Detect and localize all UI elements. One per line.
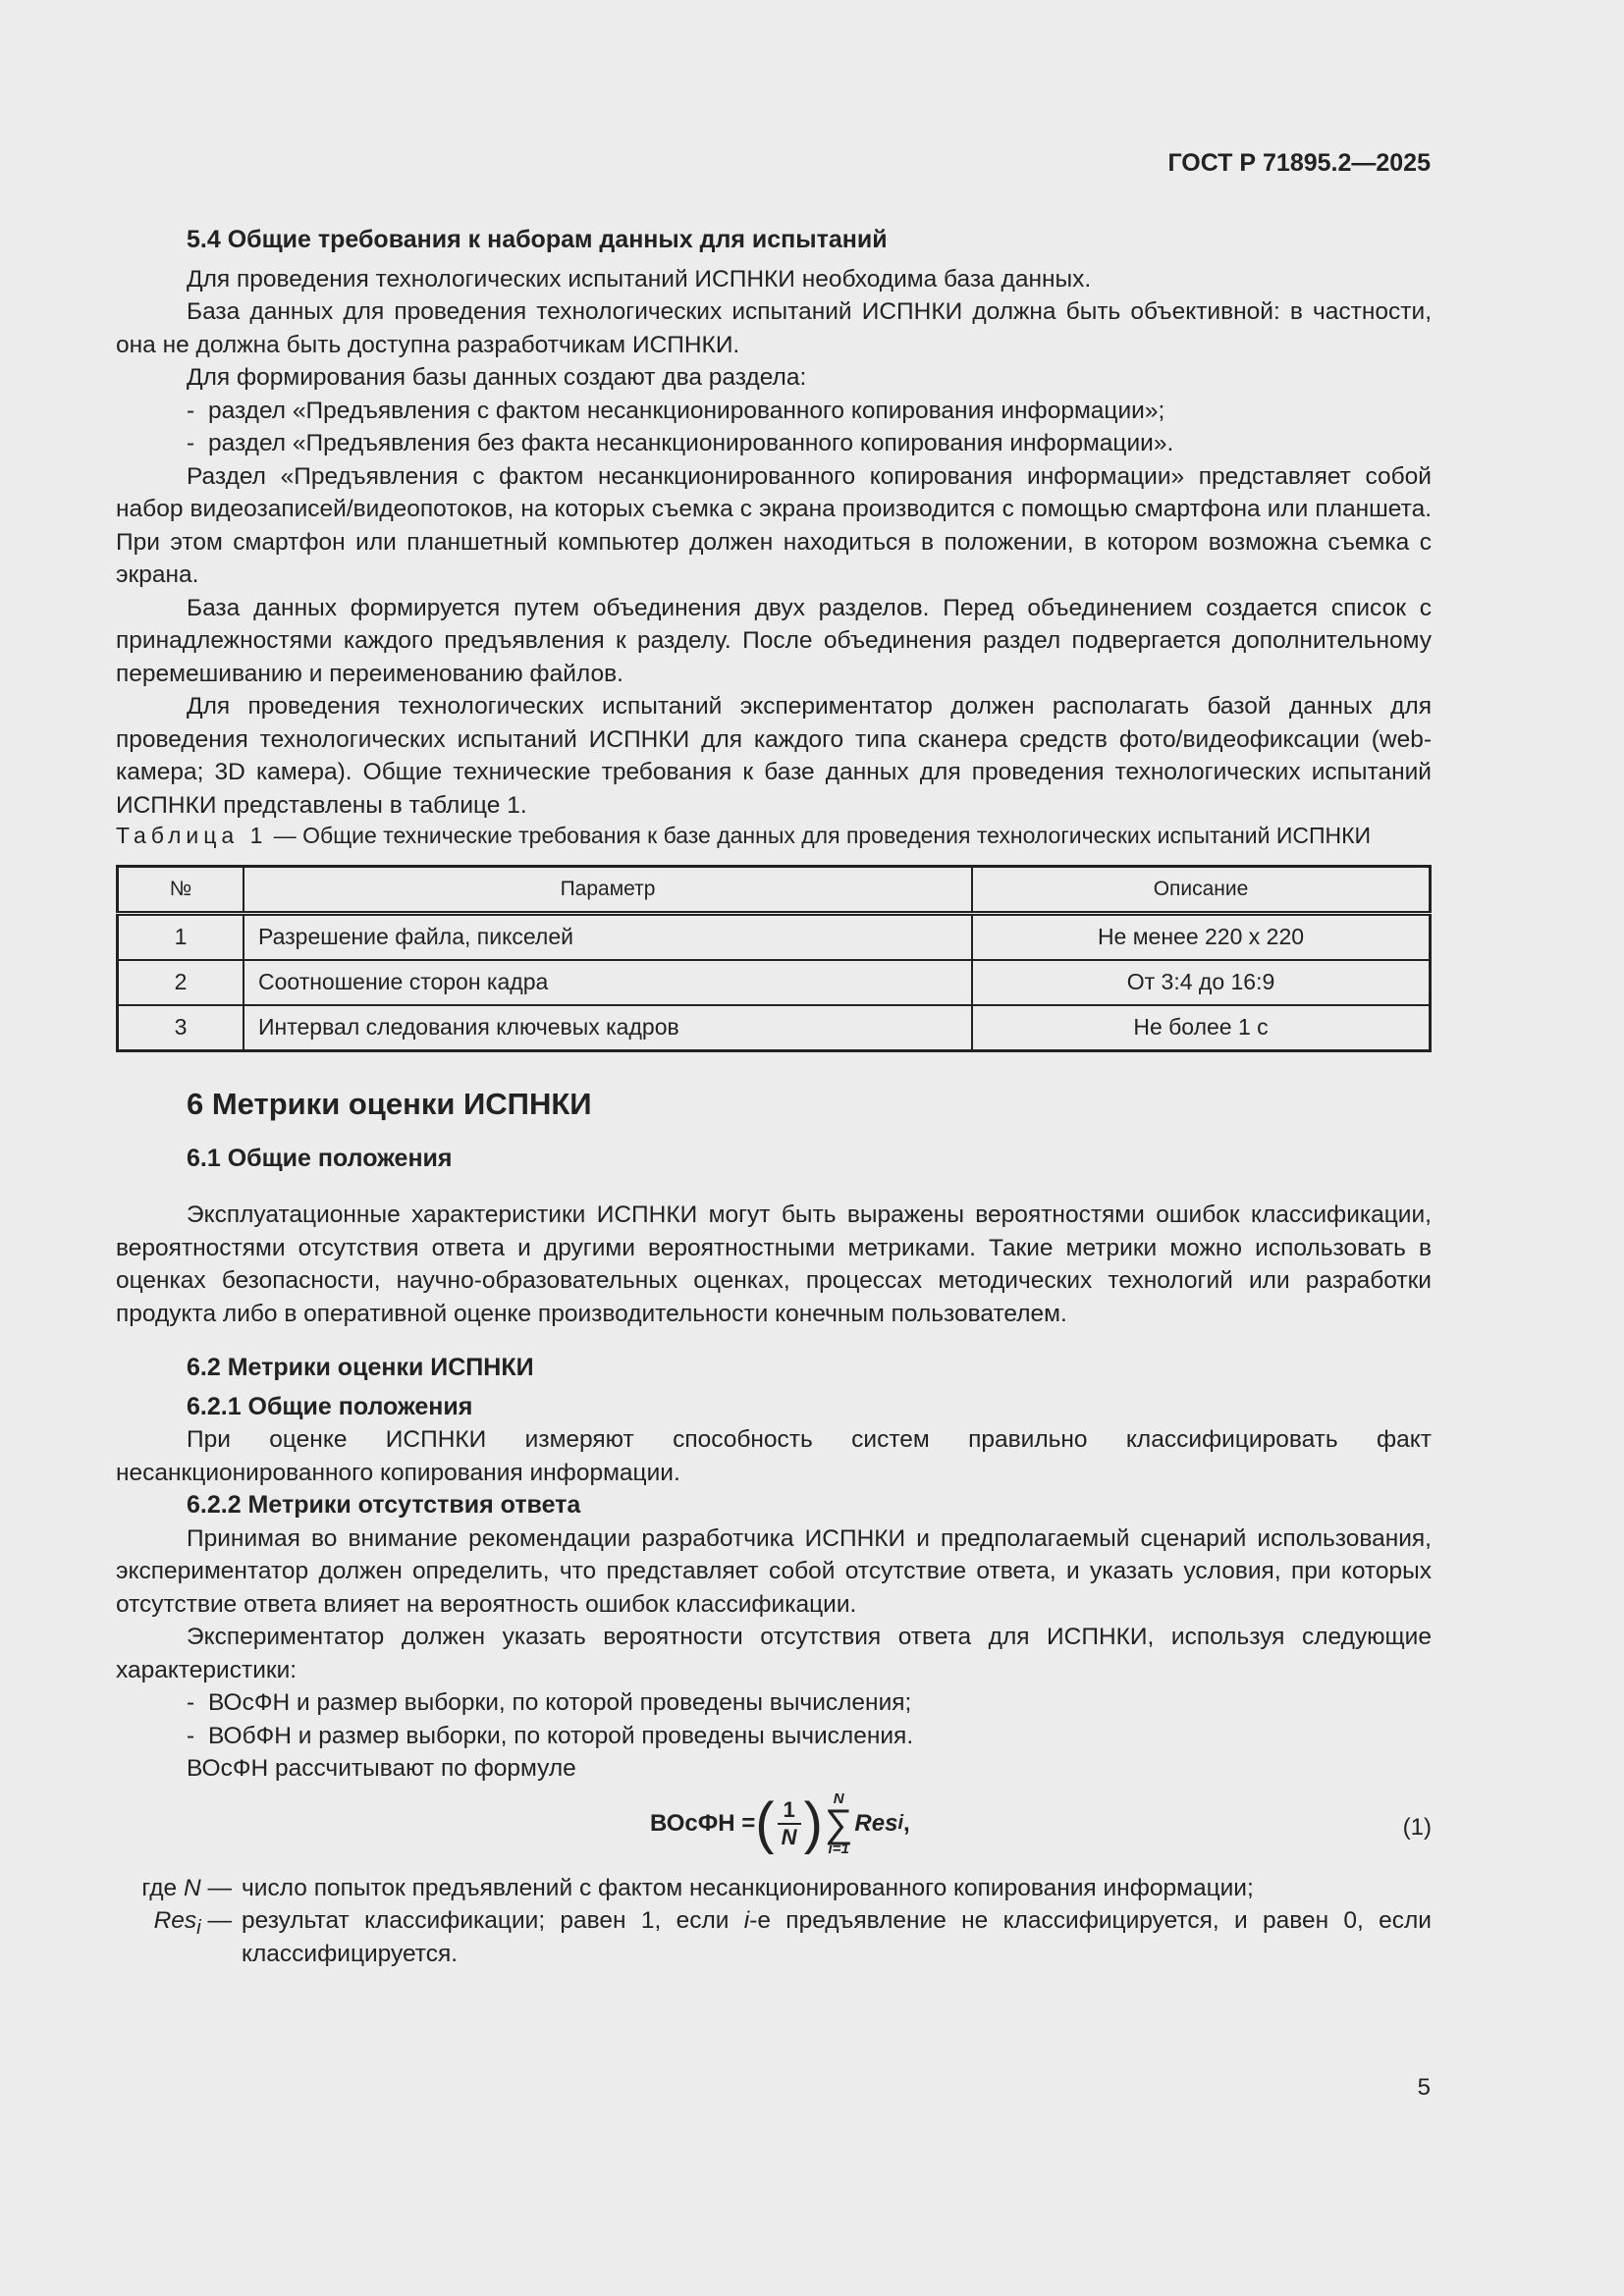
fraction-denominator: N [781, 1824, 797, 1849]
where-def-part: -е предъявление не классифицируется, и равен 0, если классифицируется. [242, 1907, 1432, 1967]
where-definition [116, 1904, 1432, 1970]
section-6-2-1-heading: 6.2.1 Общие положения [187, 1392, 473, 1420]
paragraph: ВОсФН рассчитывают по формуле [187, 1755, 576, 1782]
list-item [116, 1686, 1432, 1720]
spacer [116, 1330, 1432, 1352]
list-item-text: ВОбФН и размер выборки, по которой проведены вычисления. [208, 1722, 914, 1749]
column-header-num: № [118, 867, 244, 914]
page-content [116, 224, 1432, 1970]
section-5-4-heading: 5.4 Общие требования к наборам данных для испытаний [187, 226, 888, 253]
paragraph: База данных для проведения технологических испытаний ИСПНКИ должна быть объективной: в частности, она не должна быть доступна разработчикам ИСПНКИ. [116, 298, 1432, 358]
column-header-param: Параметр [244, 867, 972, 914]
list-item-text: раздел «Предъявления с фактом несанкционированного копирования информации»; [208, 397, 1165, 424]
formula-block [116, 1789, 1432, 1868]
sum-lower-limit: i=1 [828, 1840, 849, 1857]
cell-num: 2 [118, 960, 244, 1005]
cell-desc: Не менее 220 х 220 [972, 914, 1431, 961]
paragraph: Для проведения технологических испытаний ИСПНКИ необходима база данных. [187, 265, 1092, 293]
cell-desc: Не более 1 с [972, 1005, 1431, 1051]
paragraph: При оценке ИСПНКИ измеряют способность систем правильно классифицировать факт несанкционированного копирования информации. [116, 1426, 1432, 1486]
bullet-dash: - [187, 430, 195, 456]
where-dash: — [200, 1907, 232, 1934]
cell-param: Соотношение сторон кадра [244, 960, 972, 1005]
page-number: 5 [1417, 2074, 1431, 2101]
cell-param: Интервал следования ключевых кадров [244, 1005, 972, 1051]
formula-term: Res [854, 1809, 898, 1837]
cell-param: Разрешение файла, пикселей [244, 914, 972, 961]
list-item-text: раздел «Предъявления без факта несанкционированного копирования информации». [208, 430, 1174, 456]
fraction [778, 1797, 801, 1850]
section-6-1-heading: 6.1 Общие положения [187, 1144, 453, 1172]
formula-term-subscript: i [897, 1811, 904, 1834]
paragraph: Для проведения технологических испытаний экспериментатор должен располагать базой данных для проведения технологических испытаний ИСПНКИ для каждого типа сканера средств фото/видеофиксации (web-камера; 3D камера). Общие технические требования к базе данных для проведения технологических испытаний ИСПНКИ представлены в таблице 1. [116, 693, 1432, 819]
table-caption-label: Таблица 1 [116, 823, 268, 848]
cell-num: 1 [118, 914, 244, 961]
paragraph: Для формирования базы данных создают два раздела: [187, 364, 807, 391]
left-paren: ( [755, 1790, 775, 1855]
formula-tail: , [903, 1809, 910, 1837]
where-dash: — [200, 1874, 232, 1901]
where-definition [116, 1872, 1432, 1905]
column-header-desc: Описание [972, 867, 1431, 914]
where-def-part: результат классификации; равен 1, если [242, 1907, 744, 1934]
section-6-heading: 6 Метрики оценки ИСПНКИ [187, 1087, 592, 1121]
paragraph: Раздел «Предъявления с фактом несанкционированного копирования информации» представляет собой набор видеозаписей/видеопотоков, на которых съемка с экрана производится с помощью смартфона или планшета. При этом смартфон или планшетный компьютер должен находиться в положении, в котором возможна съемка с экрана. [116, 462, 1432, 588]
document-code: ГОСТ Р 71895.2—2025 [1167, 149, 1431, 177]
list-item [116, 427, 1432, 460]
table-row [118, 1005, 1431, 1051]
where-prefix: где [141, 1874, 184, 1901]
table-caption-text: — Общие технические требования к базе данных для проведения технологических испытаний ИСПНКИ [267, 823, 1372, 848]
table-row [118, 960, 1431, 1005]
section-6-2-2-heading: 6.2.2 Метрики отсутствия ответа [187, 1491, 581, 1519]
table-header-row [118, 867, 1431, 914]
paragraph: Эксплуатационные характеристики ИСПНКИ могут быть выражены вероятностями ошибок классификации, вероятностями отсутствия ответа и другими вероятностными метриками. Такие метрики можно использовать в оценках безопасности, научно-образовательных оценках, процессах методических технологий или разработки продукта либо в оперативной оценке производительности конечным пользователем. [116, 1201, 1432, 1327]
where-term [116, 1872, 242, 1905]
list-item [116, 395, 1432, 428]
paragraph: Принимая во внимание рекомендации разработчика ИСПНКИ и предполагаемый сценарий использования, экспериментатор должен определить, что представляет собой отсутствие ответа, и указать условия, при которых отсутствие ответа влияет на вероятность ошибок классификации. [116, 1524, 1432, 1618]
bullet-dash: - [187, 397, 195, 424]
where-def [242, 1904, 1432, 1970]
where-variable: N [183, 1874, 201, 1901]
formula [650, 1791, 910, 1856]
bullet-dash: - [187, 1689, 195, 1716]
cell-num: 3 [118, 1005, 244, 1051]
where-variable: Res [153, 1907, 197, 1934]
where-def-italic: i [743, 1907, 750, 1934]
where-term [116, 1904, 242, 1970]
paragraph: Экспериментатор должен указать вероятности отсутствия ответа для ИСПНКИ, используя следующие характеристики: [116, 1624, 1432, 1683]
section-6-2-heading: 6.2 Метрики оценки ИСПНКИ [187, 1354, 534, 1381]
formula-lhs: ВОсФН = [650, 1809, 756, 1837]
equation-number: (1) [1402, 1813, 1432, 1841]
sum-operator [825, 1791, 853, 1856]
bullet-dash: - [187, 1722, 195, 1749]
fraction-numerator: 1 [783, 1796, 795, 1822]
where-variable-subscript: i [196, 1916, 201, 1939]
table-row [118, 914, 1431, 961]
requirements-table [116, 865, 1432, 1052]
right-paren: ) [803, 1790, 823, 1855]
sigma-icon: ∑ [824, 1801, 853, 1845]
list-item [116, 1720, 1432, 1753]
paragraph: База данных формируется путем объединения двух разделов. Перед объединением создается список с принадлежностями каждого предъявления к разделу. После объединения раздел подвергается дополнительному перемешиванию и переименованию файлов. [116, 594, 1432, 687]
list-item-text: ВОсФН и размер выборки, по которой проведены вычисления; [208, 1689, 912, 1716]
spacer [116, 1181, 1432, 1199]
sum-upper-limit: N [833, 1789, 844, 1807]
where-def: число попыток предъявлений с фактом несанкционированного копирования информации; [242, 1874, 1254, 1901]
table-caption [116, 822, 1432, 849]
cell-desc: От 3:4 до 16:9 [972, 960, 1431, 1005]
